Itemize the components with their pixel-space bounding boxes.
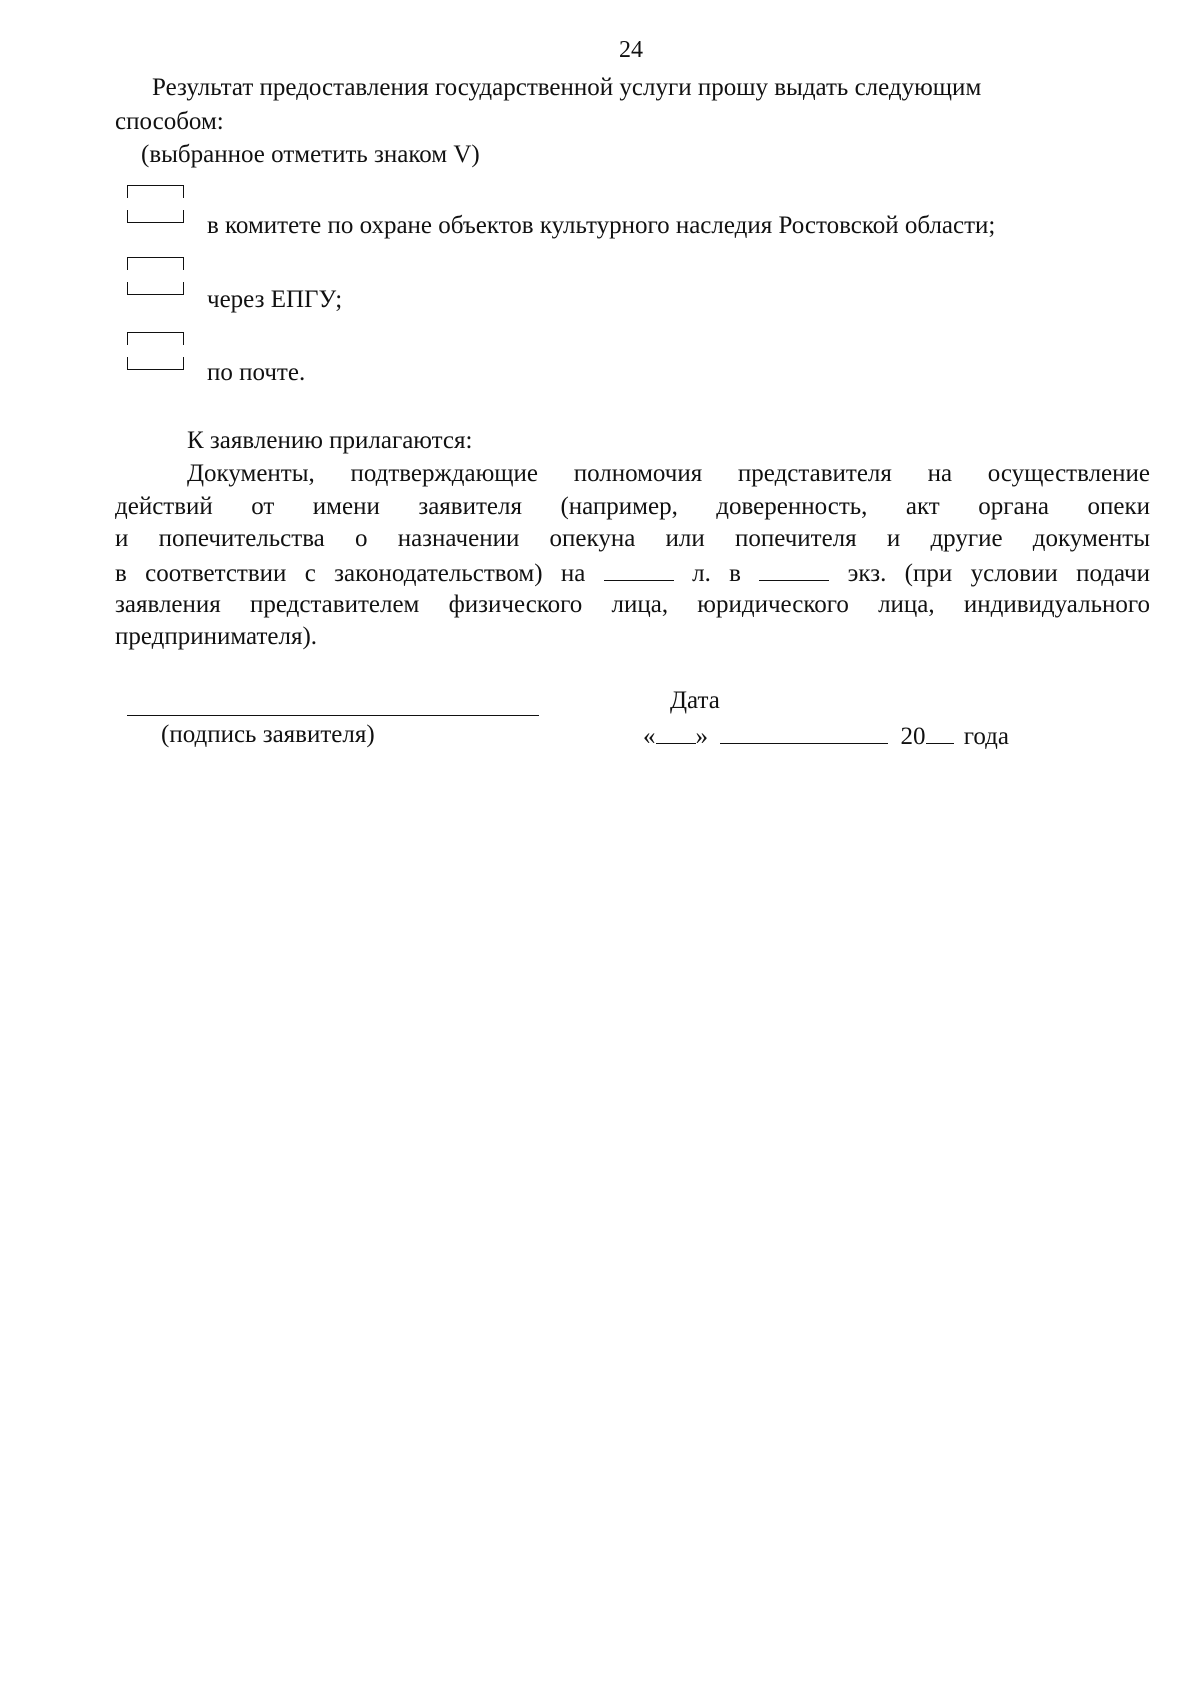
date-year-prefix: 20 [900,723,926,750]
date-close-quote: » [695,723,708,750]
page-number: 24 [619,37,643,63]
delivery-option-label-epgu: через ЕПГУ; [207,286,343,313]
result-request-line-1: Результат предоставления государственной услуги прошу выдать следующим [152,74,982,101]
date-open-quote: « [643,723,656,750]
attachments-text-line-4-part-b: л. в [692,560,741,587]
date-year-suffix: года [963,723,1009,750]
attachments-text-line-4 [115,556,1150,590]
delivery-option-checkbox-epgu[interactable] [127,257,184,295]
signature-caption: (подпись заявителя) [161,721,375,748]
attachments-text-line-2: действий от имени заявителя (например, доверенность, акт органа опеки [115,493,1150,520]
signature-line[interactable] [127,715,539,716]
attachments-text-line-6: предпринимателя). [115,623,318,650]
sheets-count-field[interactable] [604,556,674,581]
date-day-field[interactable] [656,719,696,744]
attachments-text-line-5: заявления представителем физического лица, юридического лица, индивидуального [115,591,1150,618]
attachments-text-line-3: и попечительства о назначении опекуна или попечителя и другие документы [115,525,1150,552]
delivery-option-checkbox-committee[interactable] [127,185,184,223]
date-year-field[interactable] [926,719,954,744]
copies-count-field[interactable] [759,556,829,581]
attachments-text-line-4-part-c: экз. (при условии подачи [847,560,1150,587]
delivery-option-label-post: по почте. [207,359,306,386]
attachments-text-line-1: Документы, подтверждающие полномочия представителя на осуществление [187,460,1150,487]
delivery-option-label-committee: в комитете по охране объектов культурного наследия Ростовской области; [207,212,996,239]
result-request-line-2: способом: [115,108,224,135]
attachments-heading: К заявлению прилагаются: [187,427,473,454]
attachments-text-line-4-part-a: в соответствии с законодательством) на [115,560,586,587]
delivery-option-checkbox-post[interactable] [127,332,184,370]
date-fields [643,719,1009,753]
selection-hint: (выбранное отметить знаком V) [141,141,480,168]
date-label: Дата [670,687,720,714]
date-month-field[interactable] [720,719,888,744]
